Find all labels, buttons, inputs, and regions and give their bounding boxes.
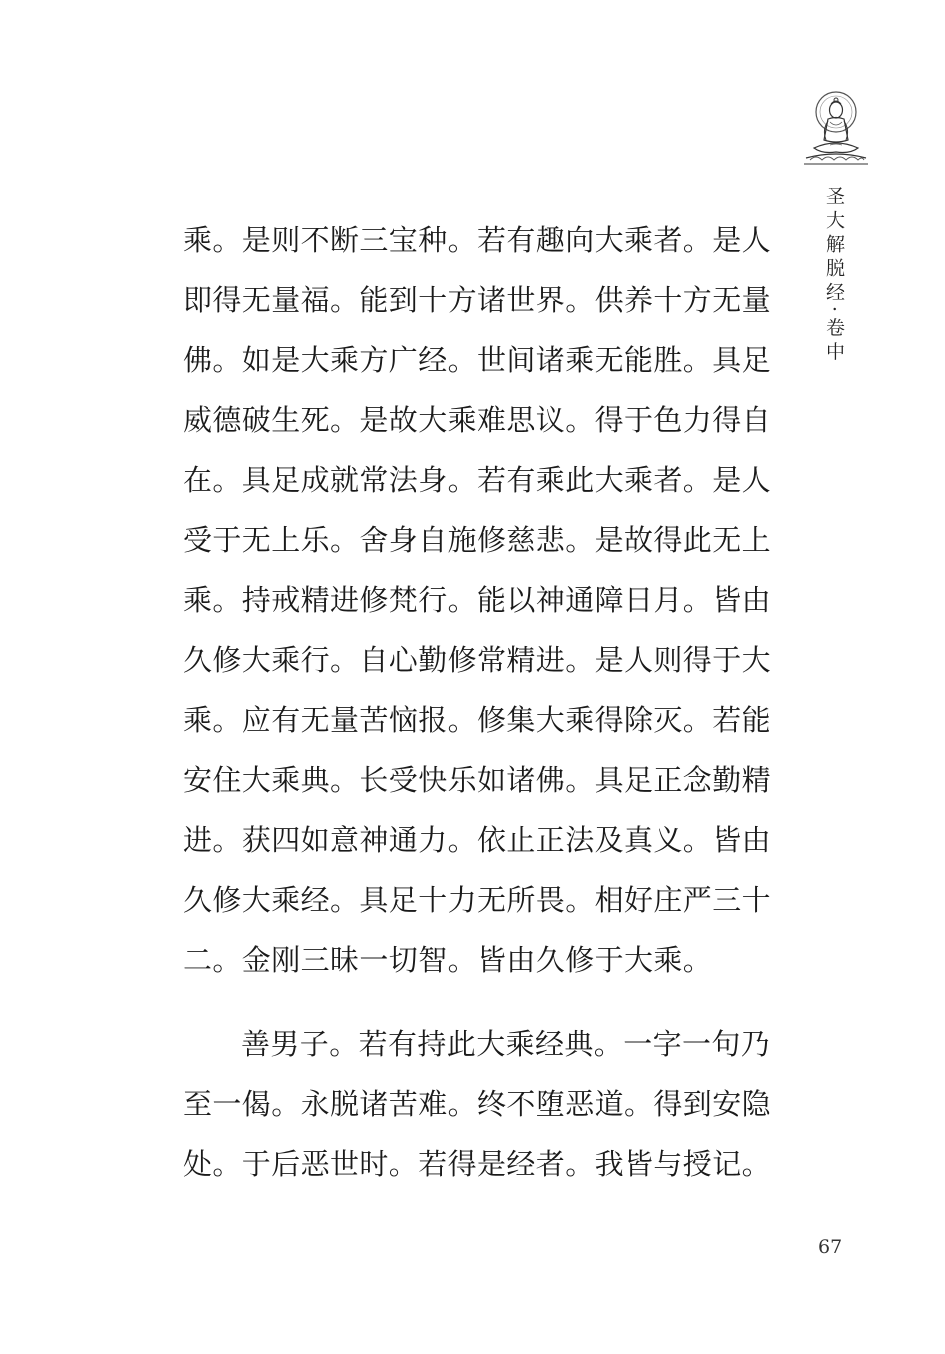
text-line: 乘。持戒精进修梵行。能以神通障日月。皆由 (183, 583, 772, 617)
running-head: 圣大解脱经·卷中 (823, 186, 845, 366)
text-line: 乘。应有无量苦恼报。修集大乘得除灭。若能 (183, 703, 772, 737)
text-line: 威德破生死。是故大乘难思议。得于色力得自 (183, 403, 772, 437)
text-line: 久修大乘行。自心勤修常精进。是人则得于大 (183, 643, 772, 677)
text-line: 佛。如是大乘方广经。世间诸乘无能胜。具足 (183, 343, 772, 377)
text-line: 处。于后恶世时。若得是经者。我皆与授记。 (183, 1147, 772, 1181)
body-text (183, 210, 773, 1194)
paragraph-spacer (183, 990, 773, 1014)
paragraph (183, 210, 773, 990)
text-line: 二。金刚三昧一切智。皆由久修于大乘。 (183, 943, 713, 977)
text-line: 久修大乘经。具足十力无所畏。相好庄严三十 (183, 883, 772, 917)
page-number: 67 (818, 1236, 843, 1258)
text-line: 受于无上乐。舍身自施修慈悲。是故得此无上 (183, 523, 772, 557)
text-line: 即得无量福。能到十方诸世界。供养十方无量 (183, 283, 772, 317)
buddha-figure-icon (800, 88, 872, 170)
text-line: 安住大乘典。长受快乐如诸佛。具足正念勤精 (183, 763, 772, 797)
text-line: 至一偈。永脱诸苦难。终不堕恶道。得到安隐 (183, 1087, 772, 1121)
text-line: 善男子。若有持此大乘经典。一字一句乃 (241, 1027, 771, 1061)
text-line: 进。获四如意神通力。依止正法及真义。皆由 (183, 823, 772, 857)
paragraph (183, 1014, 773, 1194)
text-line: 在。具足成就常法身。若有乘此大乘者。是人 (183, 463, 772, 497)
text-line: 乘。是则不断三宝种。若有趣向大乘者。是人 (183, 223, 772, 257)
